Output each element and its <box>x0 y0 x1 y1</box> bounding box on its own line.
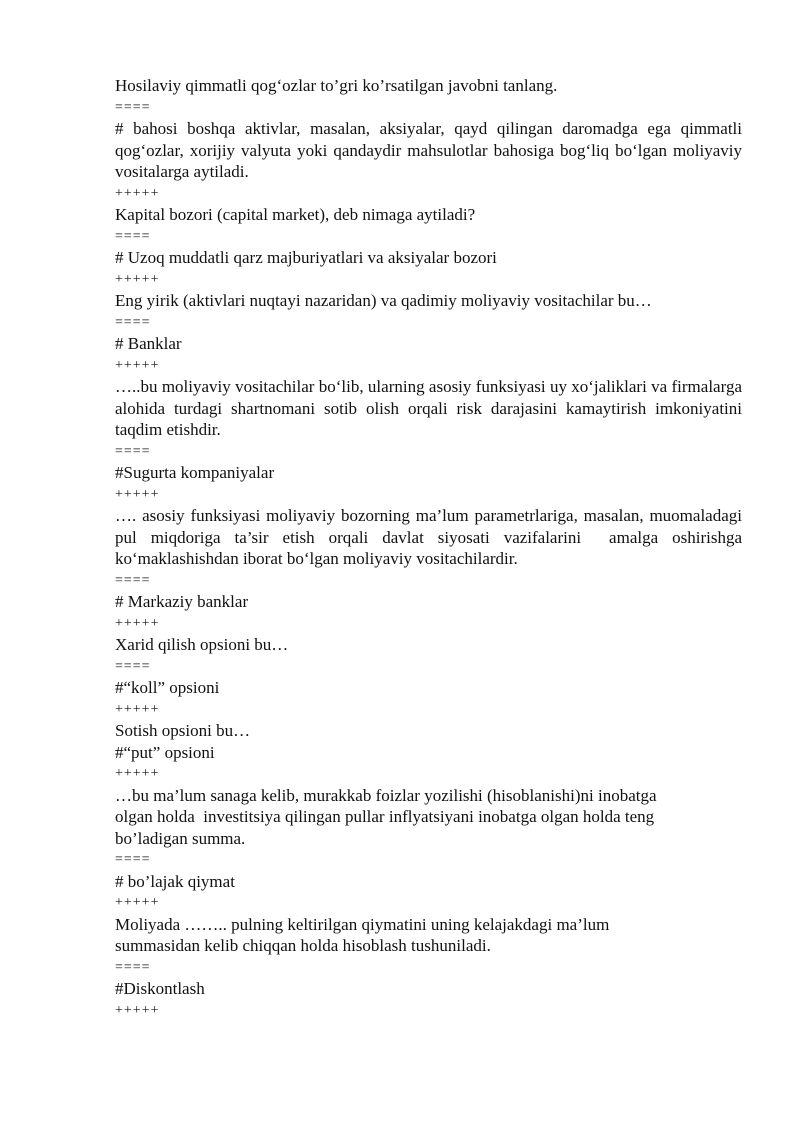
answer-text: # bahosi boshqa aktivlar, masalan, aksiyalar, qayd qilingan daromadga ega qimmatli qog‘ozlar, xorijiy valyuta yoki qandaydir mahsulotlar bahosiga bog‘liq bo‘lgan moliyaviy vositalarga aytiladi. <box>115 119 747 181</box>
answer-text: #“put” opsioni <box>115 742 215 762</box>
document-page <box>115 75 747 1021</box>
separator-line: ==== <box>115 658 151 674</box>
separator-line: ==== <box>115 228 151 244</box>
terminator-line: +++++ <box>115 486 160 502</box>
separator-line: ==== <box>115 959 151 975</box>
question-text: Moliyada …….. pulning keltirilgan qiymatini uning kelajakdagi ma’lum summasidan kelib chiqqan holda hisoblash tushuniladi. <box>115 914 610 955</box>
terminator-line: +++++ <box>115 895 160 910</box>
question-text: Xarid qilish opsioni bu… <box>115 635 289 654</box>
answer-text: #Diskontlash <box>115 979 205 998</box>
separator-line: ==== <box>115 443 151 459</box>
question-text: …. asosiy funksiyasi moliyaviy bozorning ma’lum parametrlariga, masalan, muomaladagi pul miqdoriga ta’sir etish orqali davlat siyosati vazifalarini amalga oshirishga ko‘maklashishdan iborat bo‘lgan moliyaviy vositachilardir. <box>115 506 747 568</box>
separator-line: ==== <box>115 99 151 115</box>
answer-text: # Banklar <box>115 334 182 353</box>
terminator-line: +++++ <box>115 701 160 717</box>
separator-line: ==== <box>115 572 151 588</box>
terminator-line: +++++ <box>115 185 160 201</box>
terminator-line: +++++ <box>115 271 160 287</box>
question-text: Eng yirik (aktivlari nuqtayi nazaridan) va qadimiy moliyaviy vositachilar bu… <box>115 291 652 310</box>
question-text: Hosilaviy qimmatli qog‘ozlar to’gri ko’rsatilgan javobni tanlang. <box>115 76 558 95</box>
question-text: …bu ma’lum sanaga kelib, murakkab foizlar yozilishi (hisoblanishi)ni inobatga olgan holda investitsiya qilingan pullar inflyatsiyani inobatga olgan holda teng bo’ladigan summa. <box>115 785 657 848</box>
answer-text: # Markaziy banklar <box>115 592 249 611</box>
question-text: Sotish opsioni bu… <box>115 721 251 740</box>
answer-text: #Sugurta kompaniyalar <box>115 463 275 482</box>
separator-line: ==== <box>115 314 151 330</box>
answer-text: # bo’lajak qiymat <box>115 871 235 891</box>
terminator-line: +++++ <box>115 766 160 781</box>
answer-text: # Uzoq muddatli qarz majburiyatlari va aksiyalar bozori <box>115 248 497 267</box>
terminator-line: +++++ <box>115 1002 160 1018</box>
separator-line: ==== <box>115 852 151 867</box>
question-text: Kapital bozori (capital market), deb nimaga aytiladi? <box>115 205 476 224</box>
answer-text: #“koll” opsioni <box>115 678 220 697</box>
question-text: …..bu moliyaviy vositachilar bo‘lib, ularning asosiy funksiyasi uy xo‘jaliklari va firmalarga alohida turdagi shartnomani sotib olish orqali risk darajasini kamaytirish imkoniyatini taqdim etishdir. <box>115 377 747 439</box>
terminator-line: +++++ <box>115 357 160 373</box>
terminator-line: +++++ <box>115 615 160 631</box>
